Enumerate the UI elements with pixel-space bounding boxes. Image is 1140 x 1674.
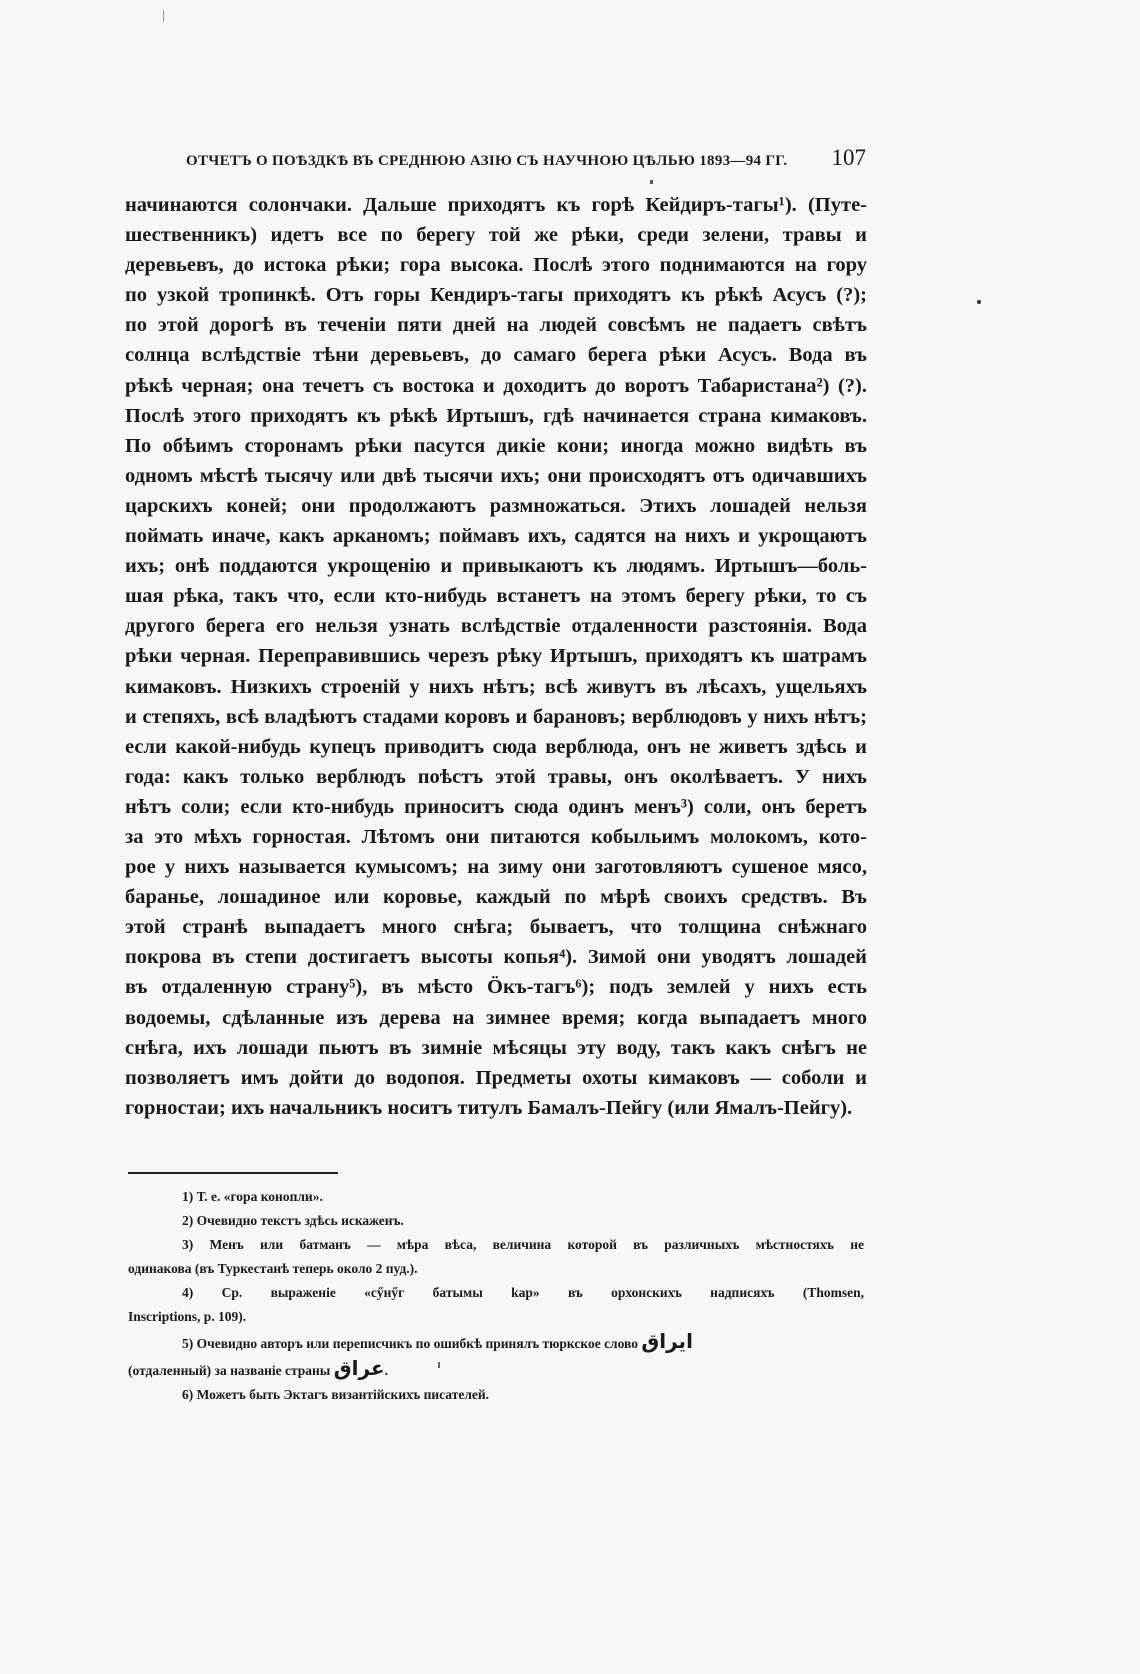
footnote-2: 2) Очевидно текстъ здѣсь искаженъ. — [182, 1213, 404, 1228]
running-header — [186, 145, 866, 175]
footnote-1: 1) Т. е. «гора конопли». — [182, 1189, 323, 1204]
footnote-6: 6) Можетъ быть Эктагъ византійскихъ писателей. — [182, 1387, 490, 1402]
footnote-4: 4) Ср. выраженіе «сӳнӳг батымы kар» въ орхонскихъ надписяхъ (Thomsen, — [182, 1285, 864, 1300]
text-line: позволяетъ имъ дойти до водопоя. Предметы охоты кимаковъ — соболи и — [125, 1066, 867, 1089]
text-line: по этой дорогѣ въ теченіи пяти дней на людей совсѣмъ не падаетъ свѣтъ — [125, 314, 867, 337]
text-line: По обѣимъ сторонамъ рѣки пасутся дикіе кони; иногда можно видѣть въ — [125, 434, 867, 457]
text-line: покрова въ степи достигаетъ высоты копья⁴). Зимой они уводятъ лошадей — [125, 946, 867, 969]
text-line: одномъ мѣстѣ тысячу или двѣ тысячи ихъ; они происходятъ отъ одичавшихъ — [125, 464, 867, 487]
page-number: 107 — [831, 145, 866, 170]
text-line: кимаковъ. Низкихъ строеній у нихъ нѣтъ; всѣ живутъ въ лѣсахъ, ущельяхъ — [125, 675, 867, 698]
text-line: шественникъ) идетъ все по берегу той же рѣки, среди зелени, травы и — [125, 224, 867, 247]
text-line: поймать иначе, какъ арканомъ; поймавъ ихъ, садятся на нихъ и укрощаютъ — [125, 525, 867, 548]
text-line: баранье, лошадиное или коровье, каждый по мѣрѣ своихъ средствъ. Въ — [125, 886, 867, 909]
text-line: года: какъ только верблюдъ поѣстъ этой травы, онъ околѣваетъ. У нихъ — [125, 765, 867, 788]
text-line: за это мѣхъ горностая. Лѣтомъ они питаются кобыльимъ молокомъ, кото- — [125, 825, 867, 848]
text-line: шая рѣка, такъ что, если кто-нибудь встанетъ на этомъ берегу рѣки, то съ — [125, 585, 867, 608]
main-text — [125, 190, 867, 1123]
text-line: этой странѣ выпадаетъ много снѣга; бываетъ, что толщина снѣжнаго — [125, 916, 867, 939]
text-line: горностаи; ихъ начальникъ носитъ титулъ Бамалъ-Пейгу (или Ямалъ-Пейгу). — [125, 1096, 853, 1119]
text-line: солнца вслѣдствіе тѣни деревьевъ, до самаго берега рѣки Асусъ. Вода въ — [125, 344, 867, 367]
footnote-5-cont-text: (отдаленный) за названіе страны — [128, 1363, 331, 1378]
margin-dot — [977, 300, 981, 304]
text-line: царскихъ коней; они продолжаютъ размножаться. Этихъ лошадей нельзя — [125, 494, 867, 517]
text-line: Послѣ этого приходятъ къ рѣкѣ Иртышъ, гдѣ начинается страна кимаковъ. — [125, 404, 867, 427]
scan-artifact — [163, 10, 164, 22]
text-line: ихъ; онѣ поддаются укрощенію и привыкаютъ къ людямъ. Иртышъ—боль- — [125, 555, 867, 578]
footnote-5-text: 5) Очевидно авторъ или переписчикъ по ошибкѣ принялъ тюркское слово — [182, 1336, 638, 1351]
text-line: рѣкѣ черная; она течетъ съ востока и доходитъ до воротъ Табаристана²) (?). — [125, 374, 867, 397]
scan-artifact — [438, 1362, 440, 1368]
text-line: нѣтъ соли; если кто-нибудь приноситъ сюда одинъ менъ³) соли, онъ беретъ — [125, 795, 867, 818]
footnote-3: 3) Менъ или батманъ — мѣра вѣса, величина которой въ различныхъ мѣстностяхъ не — [182, 1237, 864, 1252]
text-line: другого берега его нельзя узнать вслѣдствіе отдаленности разстоянія. Вода — [125, 615, 867, 638]
text-line: въ отдаленную страну⁵), въ мѣсто Öкъ-тагъ⁶); подъ землей у нихъ есть — [125, 976, 867, 999]
footnote-5 — [128, 1329, 864, 1356]
text-line: водоемы, сдѣланные изъ дерева на зимнее время; когда выпадаетъ много — [125, 1006, 867, 1029]
text-line: если какой-нибудь купецъ приводитъ сюда верблюда, онъ не живетъ здѣсь и — [125, 735, 867, 758]
text-line: начинаются солончаки. Дальше приходятъ къ горѣ Кейдиръ-тагы¹). (Путе- — [125, 194, 867, 216]
text-line: по узкой тропинкѣ. Отъ горы Кендиръ-тагы приходятъ къ рѣкѣ Асусъ (?); — [125, 284, 867, 307]
footnote-4-cont: Inscriptions, p. 109). — [128, 1309, 247, 1324]
footnotes — [128, 1185, 864, 1407]
arabic-word: ايراق — [641, 1329, 693, 1353]
text-line: снѣга, ихъ лошади пьютъ въ зимніе мѣсяцы эту воду, такъ какъ снѣгъ не — [125, 1036, 867, 1059]
footnote-5-end: . — [384, 1363, 388, 1378]
footnote-5-cont — [128, 1356, 864, 1383]
text-line: рое у нихъ называется кумысомъ; на зиму они заготовляютъ сушеное мясо, — [125, 856, 867, 879]
footnote-separator — [128, 1172, 338, 1174]
arabic-word: عراق — [333, 1356, 385, 1380]
scan-artifact — [650, 180, 653, 184]
footnote-3-cont: одинакова (въ Туркестанѣ теперь около 2 пуд.). — [128, 1261, 418, 1276]
text-line: рѣки черная. Переправившись черезъ рѣку Иртышъ, приходятъ къ шатрамъ — [125, 645, 867, 668]
text-line: и степяхъ, всѣ владѣютъ стадами коровъ и барановъ; верблюдовъ у нихъ нѣтъ; — [125, 705, 867, 728]
running-title: ОТЧЕТЪ О ПОѢЗДКѢ ВЪ СРЕДНЮЮ АЗІЮ СЪ НАУЧНОЮ ЦѢЛЬЮ 1893—94 ГГ. — [186, 153, 788, 169]
text-line: деревьевъ, до истока рѣки; гора высока. Послѣ этого поднимаются на гору — [125, 254, 867, 277]
